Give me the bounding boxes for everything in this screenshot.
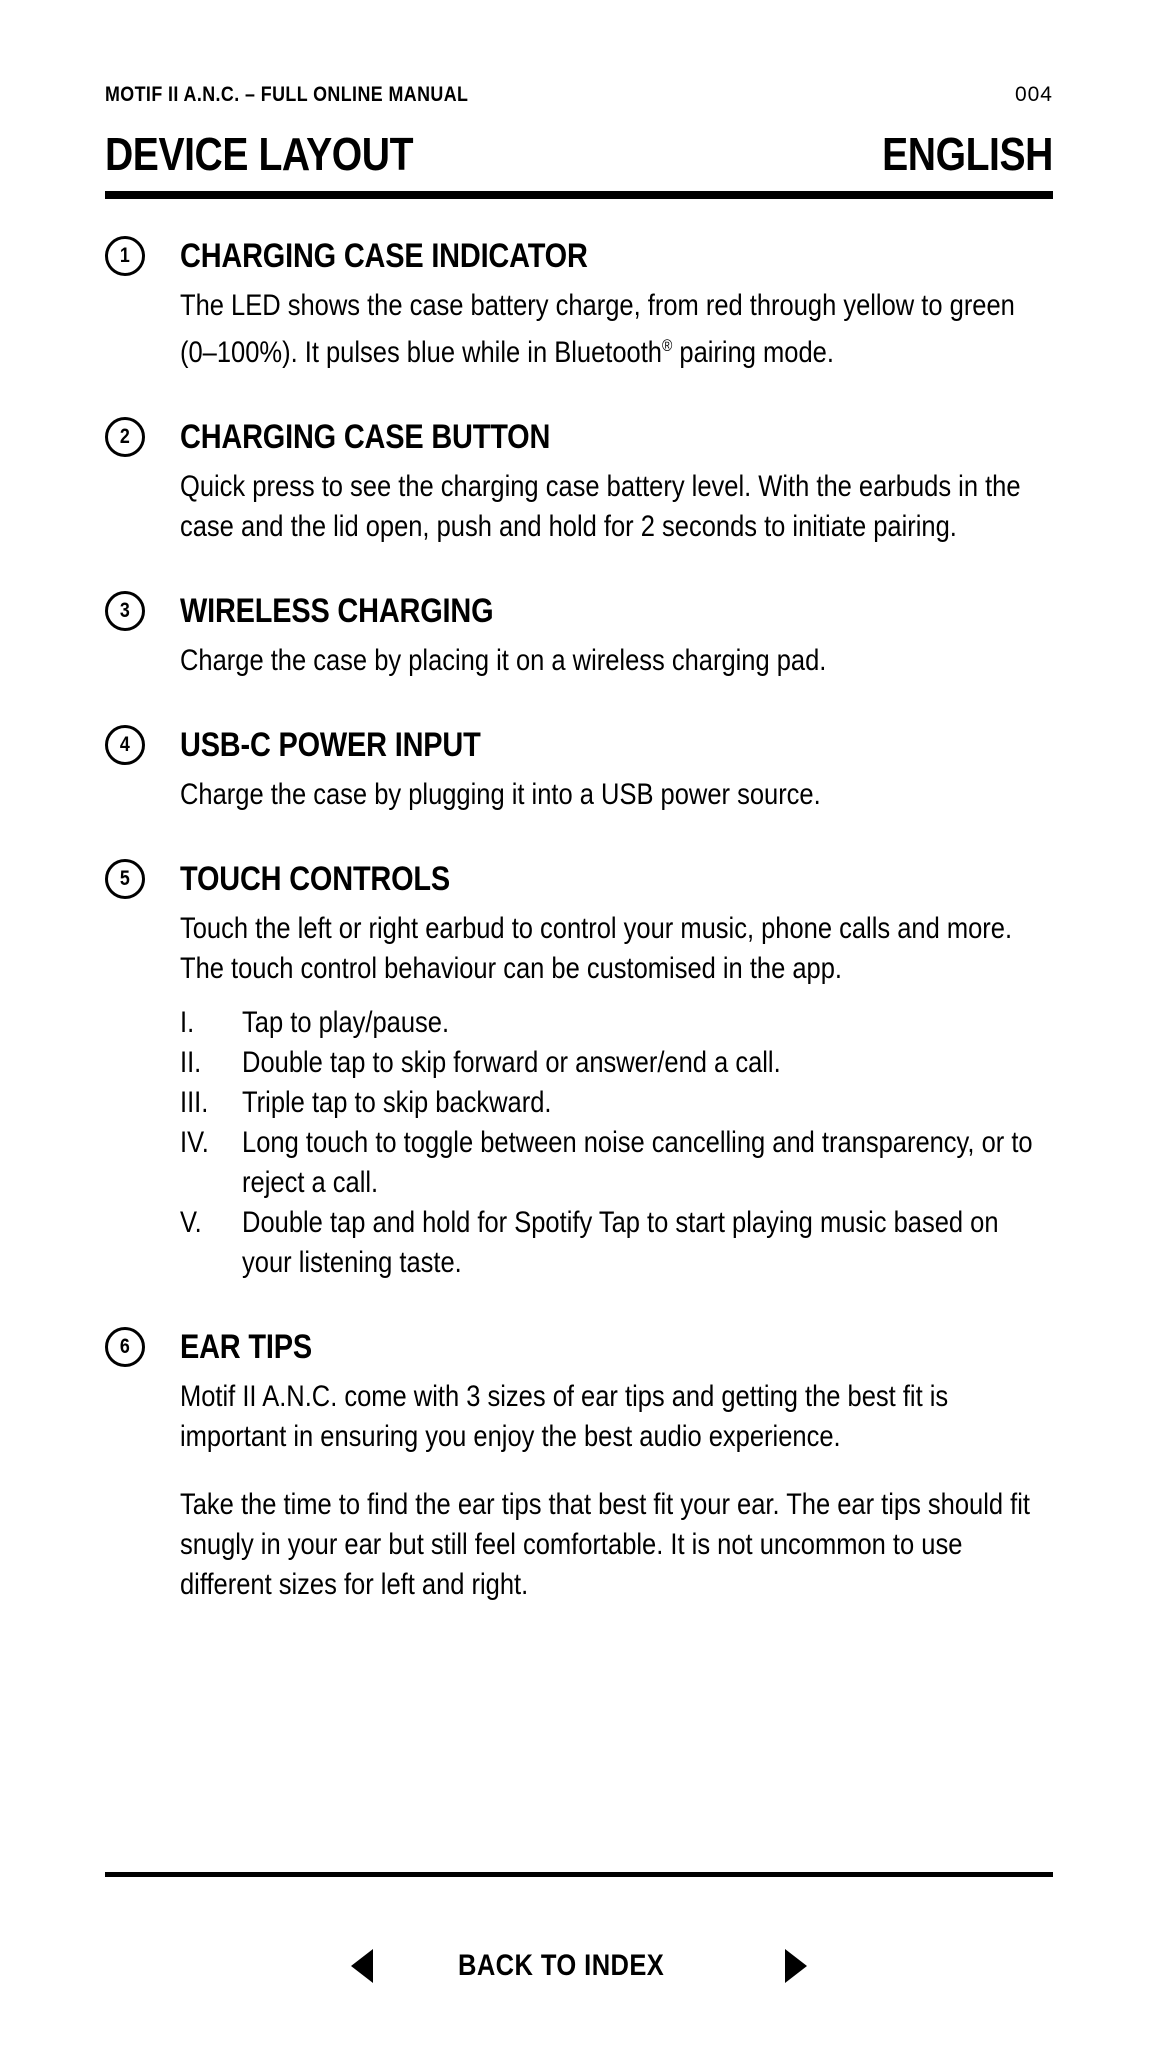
- running-header: [105, 84, 1053, 105]
- list-text: Tap to play/pause.: [242, 1006, 450, 1039]
- page-number: 004: [1014, 83, 1053, 106]
- list-numeral: V.: [180, 1206, 202, 1239]
- list-text: Double tap and hold for Spotify Tap to start playing music based on your listening taste.: [242, 1206, 999, 1279]
- list-text: Long touch to toggle between noise cancelling and transparency, or to reject a call.: [242, 1126, 1033, 1199]
- list-item: [180, 1123, 1053, 1203]
- section-charging-case-indicator: [105, 236, 1053, 373]
- section-body: Charge the case by plugging it into a USB power source.: [180, 778, 821, 811]
- next-page-arrow-icon[interactable]: [785, 1949, 807, 1983]
- manual-title: MOTIF II A.N.C. – FULL ONLINE MANUAL: [105, 83, 469, 106]
- language-label: ENGLISH: [882, 128, 1053, 180]
- section-body-paragraph-2: Take the time to find the ear tips that best fit your ear. The ear tips should fit snugly in your ear but still feel comfortable. It is not uncommon to use different sizes for left and right.: [180, 1488, 1030, 1601]
- section-title: CHARGING CASE BUTTON: [180, 418, 551, 456]
- section-number-badge: 3: [105, 591, 145, 631]
- footer-navigation: [105, 1942, 1053, 1990]
- section-usb-c-power-input: [105, 725, 1053, 815]
- header-rule: [105, 191, 1053, 199]
- section-title: WIRELESS CHARGING: [180, 592, 494, 630]
- list-item: [180, 1203, 1053, 1283]
- list-numeral: II.: [180, 1046, 202, 1079]
- section-title: USB-C POWER INPUT: [180, 726, 481, 764]
- back-to-index-link[interactable]: BACK TO INDEX: [457, 1949, 664, 1982]
- list-numeral: I.: [180, 1006, 195, 1039]
- list-numeral: IV.: [180, 1126, 209, 1159]
- section-charging-case-button: [105, 417, 1053, 547]
- list-text: Double tap to skip forward or answer/end a call.: [242, 1046, 781, 1079]
- footer-rule: [105, 1872, 1053, 1877]
- section-body-paragraph-1: Motif II A.N.C. come with 3 sizes of ear tips and getting the best fit is important in ensuring you enjoy the best audio experience.: [180, 1380, 949, 1453]
- section-body: Quick press to see the charging case battery level. With the earbuds in the case and the lid open, push and hold for 2 seconds to initiate pairing.: [180, 470, 1021, 543]
- section-number-badge: 5: [105, 859, 145, 899]
- previous-page-arrow-icon[interactable]: [351, 1949, 373, 1983]
- section-number-badge: 2: [105, 417, 145, 457]
- section-body: The LED shows the case battery charge, from red through yellow to green (0–100%). It pulses blue while in Bluetooth® pairing mode.: [180, 289, 1015, 369]
- section-body: Charge the case by placing it on a wireless charging pad.: [180, 644, 827, 677]
- list-item: [180, 1083, 1053, 1123]
- section-touch-controls: [105, 859, 1053, 1283]
- section-title: EAR TIPS: [180, 1328, 312, 1366]
- section-title: CHARGING CASE INDICATOR: [180, 237, 588, 275]
- section-body: Touch the left or right earbud to control your music, phone calls and more. The touch control behaviour can be customised in the app.: [180, 912, 1013, 985]
- list-numeral: III.: [180, 1086, 209, 1119]
- section-number-badge: 6: [105, 1327, 145, 1367]
- section-wireless-charging: [105, 591, 1053, 681]
- sections: [105, 236, 1053, 1605]
- section-number-badge: 1: [105, 236, 145, 276]
- section-title: TOUCH CONTROLS: [180, 860, 451, 898]
- list-text: Triple tap to skip backward.: [242, 1086, 552, 1119]
- section-number-badge: 4: [105, 725, 145, 765]
- title-row: [105, 128, 1053, 180]
- section-ear-tips: [105, 1327, 1053, 1605]
- list-item: [180, 1003, 1053, 1043]
- page-content: [105, 0, 1053, 1649]
- registered-trademark: ®: [661, 337, 673, 355]
- page-title: DEVICE LAYOUT: [105, 128, 414, 180]
- list-item: [180, 1043, 1053, 1083]
- touch-controls-list: [180, 1003, 1053, 1283]
